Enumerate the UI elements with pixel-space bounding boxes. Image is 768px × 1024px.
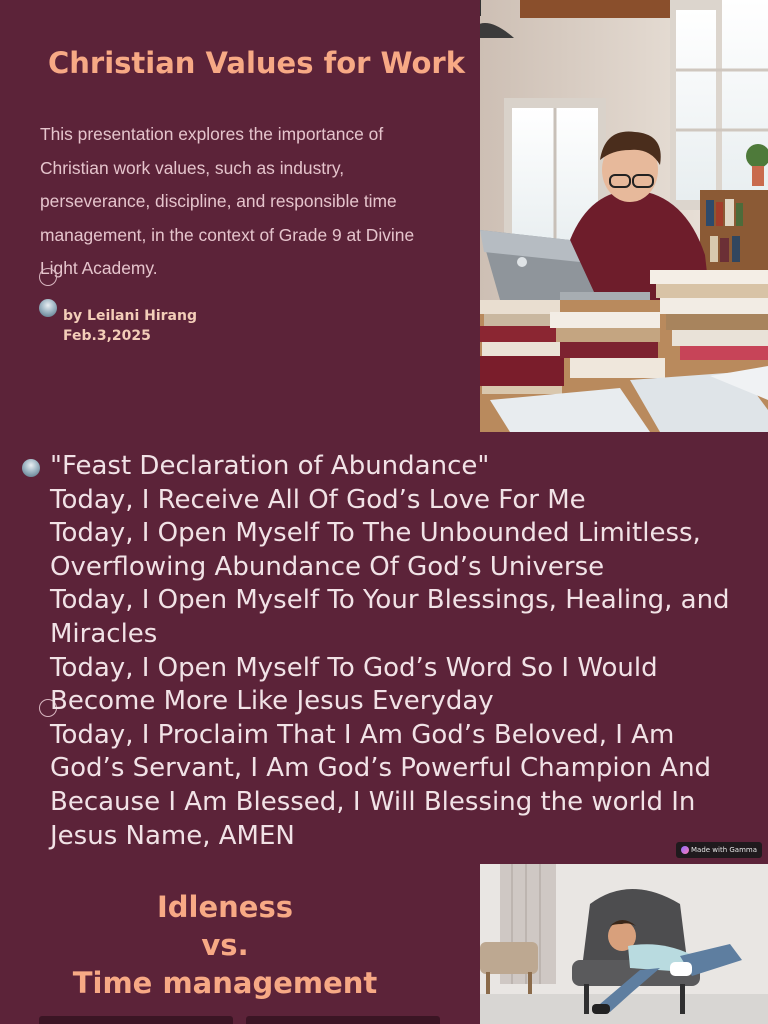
author-avatar: [39, 299, 57, 317]
title-line: Time management: [72, 966, 378, 1000]
title-slide: [0, 0, 768, 432]
title-line: Idleness: [157, 890, 293, 924]
made-with-gamma-badge[interactable]: [676, 842, 762, 858]
declaration-line: Today, I Open Myself To God’s Word So I Would Become More Like Jesus Everyday: [50, 652, 658, 717]
student-photo-illustration: [480, 0, 768, 432]
declaration-line: Today, I Open Myself To Your Blessings, Healing, and Miracles: [50, 585, 730, 649]
content-card: [246, 1016, 440, 1024]
declaration-text: [50, 450, 750, 853]
slide-title: [0, 888, 450, 1002]
man-lounging-photo: [480, 864, 768, 1024]
gamma-logo-icon: [681, 846, 689, 854]
idleness-slide: [0, 864, 768, 1024]
declaration-line: Today, I Open Myself To The Unbounded Limitless, Overflowing Abundance Of God’s Universe: [50, 518, 701, 582]
author-avatar: [22, 459, 40, 477]
presentation-date: Feb.3,2025: [63, 328, 151, 344]
content-card: [39, 1016, 233, 1024]
declaration-slide: [0, 432, 768, 864]
lounging-photo-illustration: [480, 864, 768, 1024]
declaration-line: "Feast Declaration of Abundance": [50, 451, 490, 481]
student-studying-photo: [480, 0, 768, 432]
author-block: [63, 306, 197, 346]
slide-title: Christian Values for Work: [48, 46, 465, 80]
declaration-line: Today, I Proclaim That I Am God’s Beloved, I Am God’s Servant, I Am God’s Powerful Champion And Because I Am Blessed, I Will Blessing the world In Jesus Name, AMEN: [50, 719, 712, 851]
comment-marker-icon[interactable]: [39, 268, 57, 286]
slide-description: This presentation explores the importance of Christian work values, such as industry, perseverance, discipline, and responsible time management, in the context of Grade 9 at Divine Light Academy.: [40, 124, 415, 279]
badge-label: Made with Gamma: [691, 846, 758, 854]
author-name: by Leilani Hirang: [63, 308, 197, 324]
declaration-line: Today, I Receive All Of God’s Love For Me: [50, 484, 586, 515]
title-line: vs.: [201, 928, 249, 962]
